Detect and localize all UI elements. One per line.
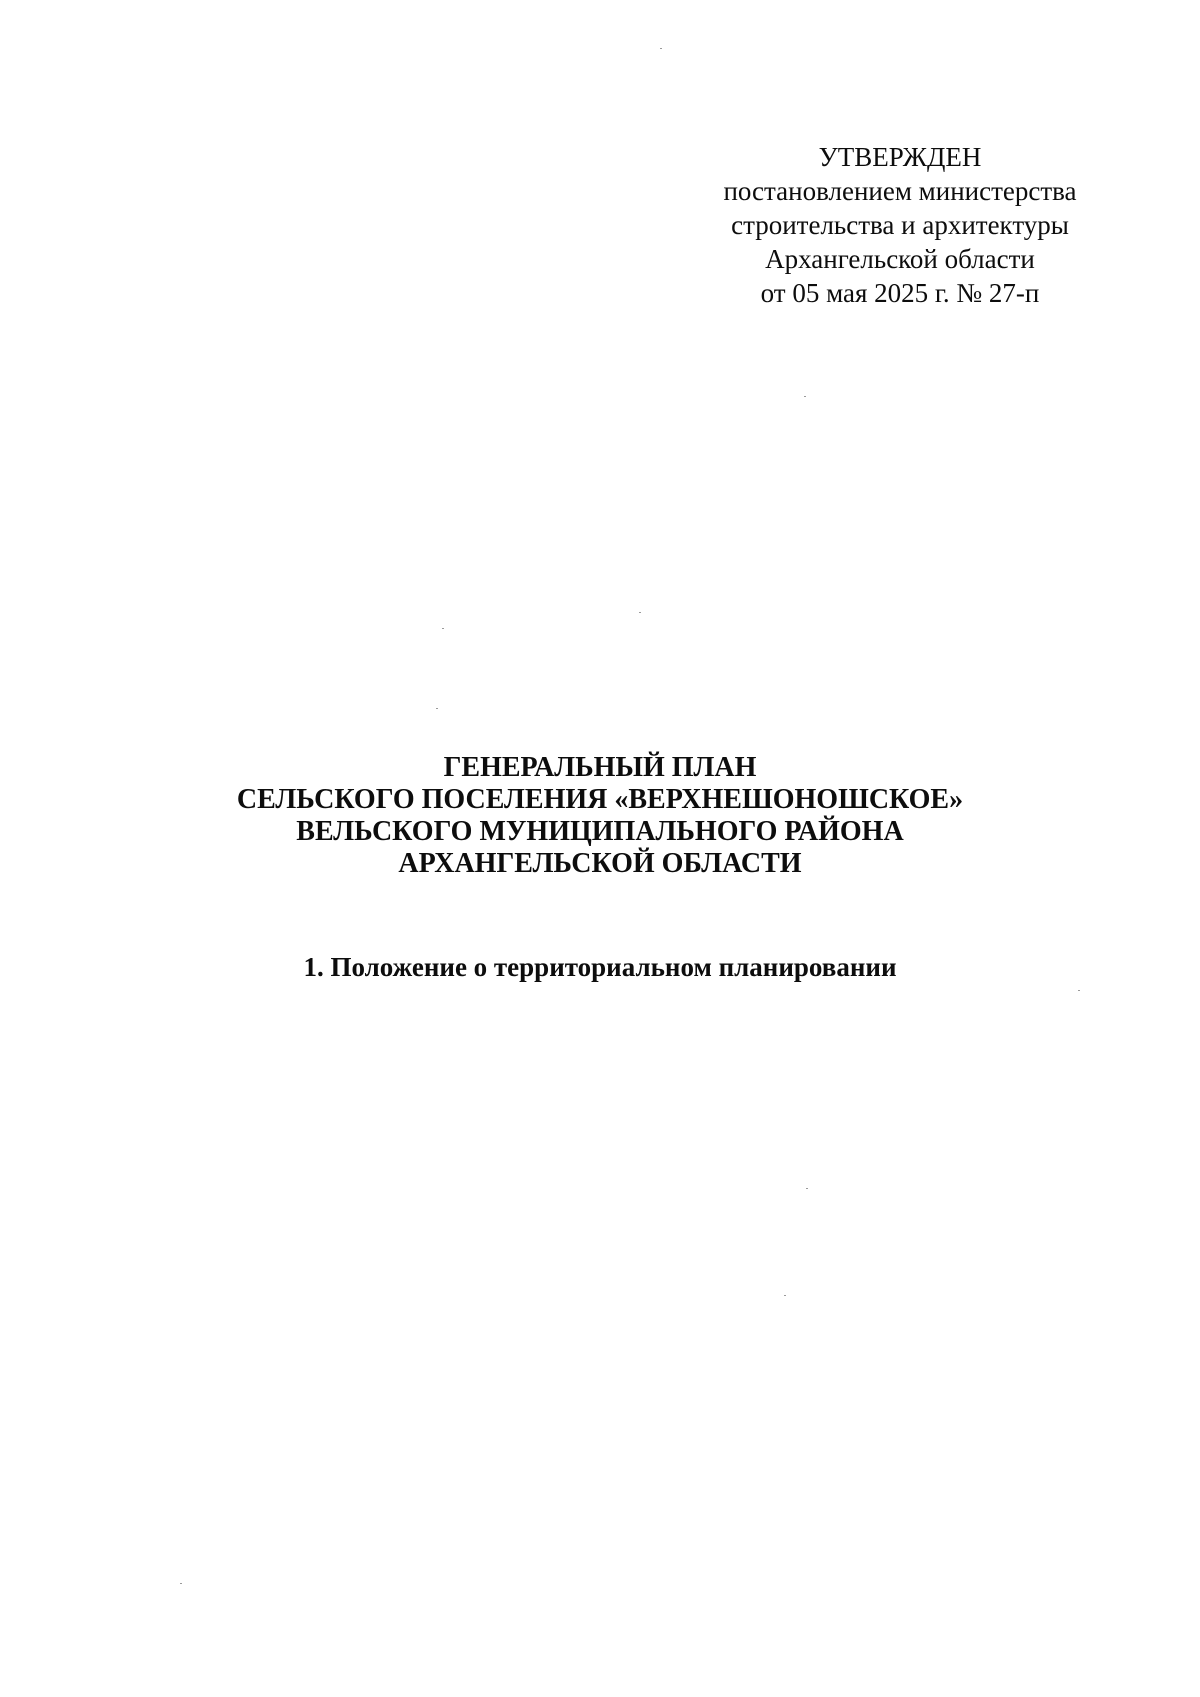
scan-speck bbox=[442, 628, 444, 629]
approval-line: строительства и архитектуры bbox=[731, 210, 1069, 240]
title-line: АРХАНГЕЛЬСКОЙ ОБЛАСТИ bbox=[398, 848, 802, 879]
approval-line: постановлением министерства bbox=[723, 176, 1077, 206]
scan-speck bbox=[180, 1583, 182, 1584]
scan-speck bbox=[806, 1188, 808, 1189]
document-title bbox=[150, 752, 1050, 880]
scan-speck bbox=[660, 48, 662, 49]
approval-date-number: от 05 мая 2025 г. № 27-п bbox=[760, 278, 1040, 308]
scan-speck bbox=[436, 708, 438, 709]
section-heading: 1. Положение о территориальном планировании bbox=[303, 952, 897, 982]
scan-speck bbox=[1078, 990, 1080, 991]
title-line: ГЕНЕРАЛЬНЫЙ ПЛАН bbox=[443, 752, 757, 783]
scan-speck bbox=[639, 612, 641, 613]
approval-stamp-block bbox=[690, 140, 1110, 310]
scan-speck bbox=[804, 396, 806, 397]
title-line: ВЕЛЬСКОГО МУНИЦИПАЛЬНОГО РАЙОНА bbox=[296, 816, 904, 847]
scan-speck bbox=[784, 1295, 786, 1296]
title-line: СЕЛЬСКОГО ПОСЕЛЕНИЯ «ВЕРХНЕШОНОШСКОЕ» bbox=[236, 784, 964, 815]
approval-line: Архангельской области bbox=[765, 244, 1035, 274]
approval-heading: УТВЕРЖДЕН bbox=[818, 142, 982, 172]
